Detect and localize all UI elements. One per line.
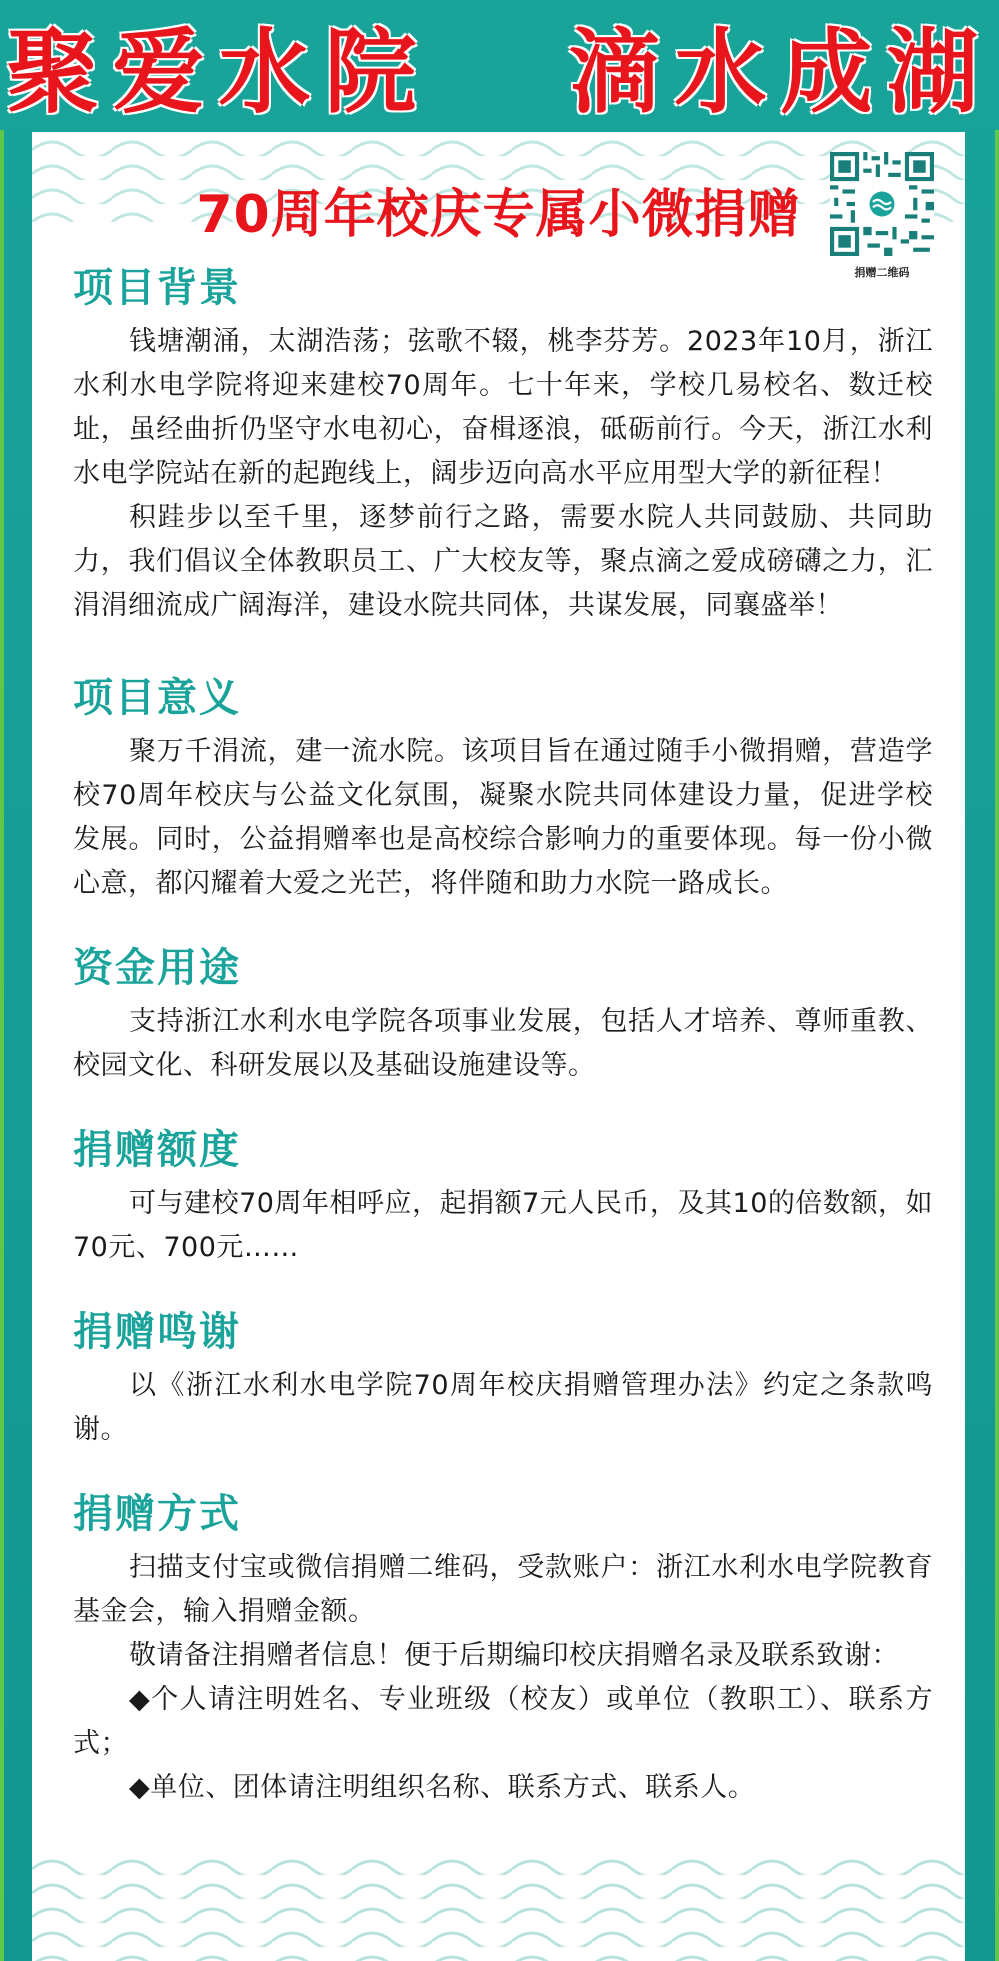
banner-title: 聚爱水院 滴水成湖 — [6, 18, 993, 126]
qr-code-label: 捐赠二维码 — [854, 266, 910, 279]
paragraph: 支持浙江水利水电学院各项事业发展，包括人才培养、尊师重教、校园文化、科研发展以及基础设施建设等。 — [73, 1006, 933, 1081]
bullet-item: ◆个人请注明姓名、专业班级（校友）或单位（教职工）、联系方式； — [73, 1684, 933, 1759]
poster-subtitle: 70周年校庆专属小微捐赠 — [196, 185, 801, 245]
paragraph: 扫描支付宝或微信捐赠二维码，受款账户：浙江水利水电学院教育基金会，输入捐赠金额。 — [73, 1552, 933, 1627]
section-heading-donation-method: 捐赠方式 — [73, 1491, 241, 1537]
paragraph: 以《浙江水利水电学院70周年校庆捐赠管理办法》约定之条款鸣谢。 — [73, 1370, 933, 1445]
poster-content — [73, 262, 933, 1810]
top-banner — [0, 0, 999, 130]
bottom-wave-decoration — [32, 1851, 965, 1961]
section-heading-significance: 项目意义 — [73, 675, 241, 721]
section-heading-background: 项目背景 — [73, 265, 241, 311]
section-heading-donation-amount: 捐赠额度 — [73, 1127, 241, 1173]
paragraph: 聚万千涓流，建一流水院。该项目旨在通过随手小微捐赠，营造学校70周年校庆与公益文化氛围，凝聚水院共同体建设力量，促进学校发展。同时，公益捐赠率也是高校综合影响力的重要体现。每一份小微心意，都闪耀着大爱之光芒，将伴随和助力水院一路成长。 — [73, 736, 933, 899]
paragraph: 敬请备注捐赠者信息！便于后期编印校庆捐赠名录及联系致谢： — [129, 1640, 899, 1671]
paragraph: 可与建校70周年相呼应，起捐额7元人民币，及其10的倍数额，如70元、700元…… — [73, 1188, 933, 1263]
paragraph: 积跬步以至千里，逐梦前行之路，需要水院人共同鼓励、共同助力，我们倡议全体教职员工、广大校友等，聚点滴之爱成磅礴之力，汇涓涓细流成广阔海洋，建设水院共同体，共谋发展，同襄盛举！ — [73, 502, 933, 621]
paragraph: 钱塘潮涌，太湖浩荡；弦歌不辍，桃李芬芳。2023年10月，浙江水利水电学院将迎来建校70周年。七十年来，学校几易校名、数迁校址，虽经曲折仍坚守水电初心，奋楫逐浪，砥砺前行。今天，浙江水利水电学院站在新的起跑线上，阔步迈向高水平应用型大学的新征程！ — [73, 326, 933, 489]
qr-code-icon[interactable] — [830, 152, 934, 256]
right-edge-stripe — [995, 130, 999, 1961]
qr-code-block — [827, 152, 937, 280]
section-heading-acknowledgement: 捐赠鸣谢 — [73, 1309, 241, 1355]
content-panel — [32, 132, 965, 1961]
section-heading-fund-usage: 资金用途 — [73, 945, 241, 991]
bullet-item: ◆单位、团体请注明组织名称、联系方式、联系人。 — [129, 1772, 756, 1803]
left-edge-stripe — [0, 130, 4, 1961]
